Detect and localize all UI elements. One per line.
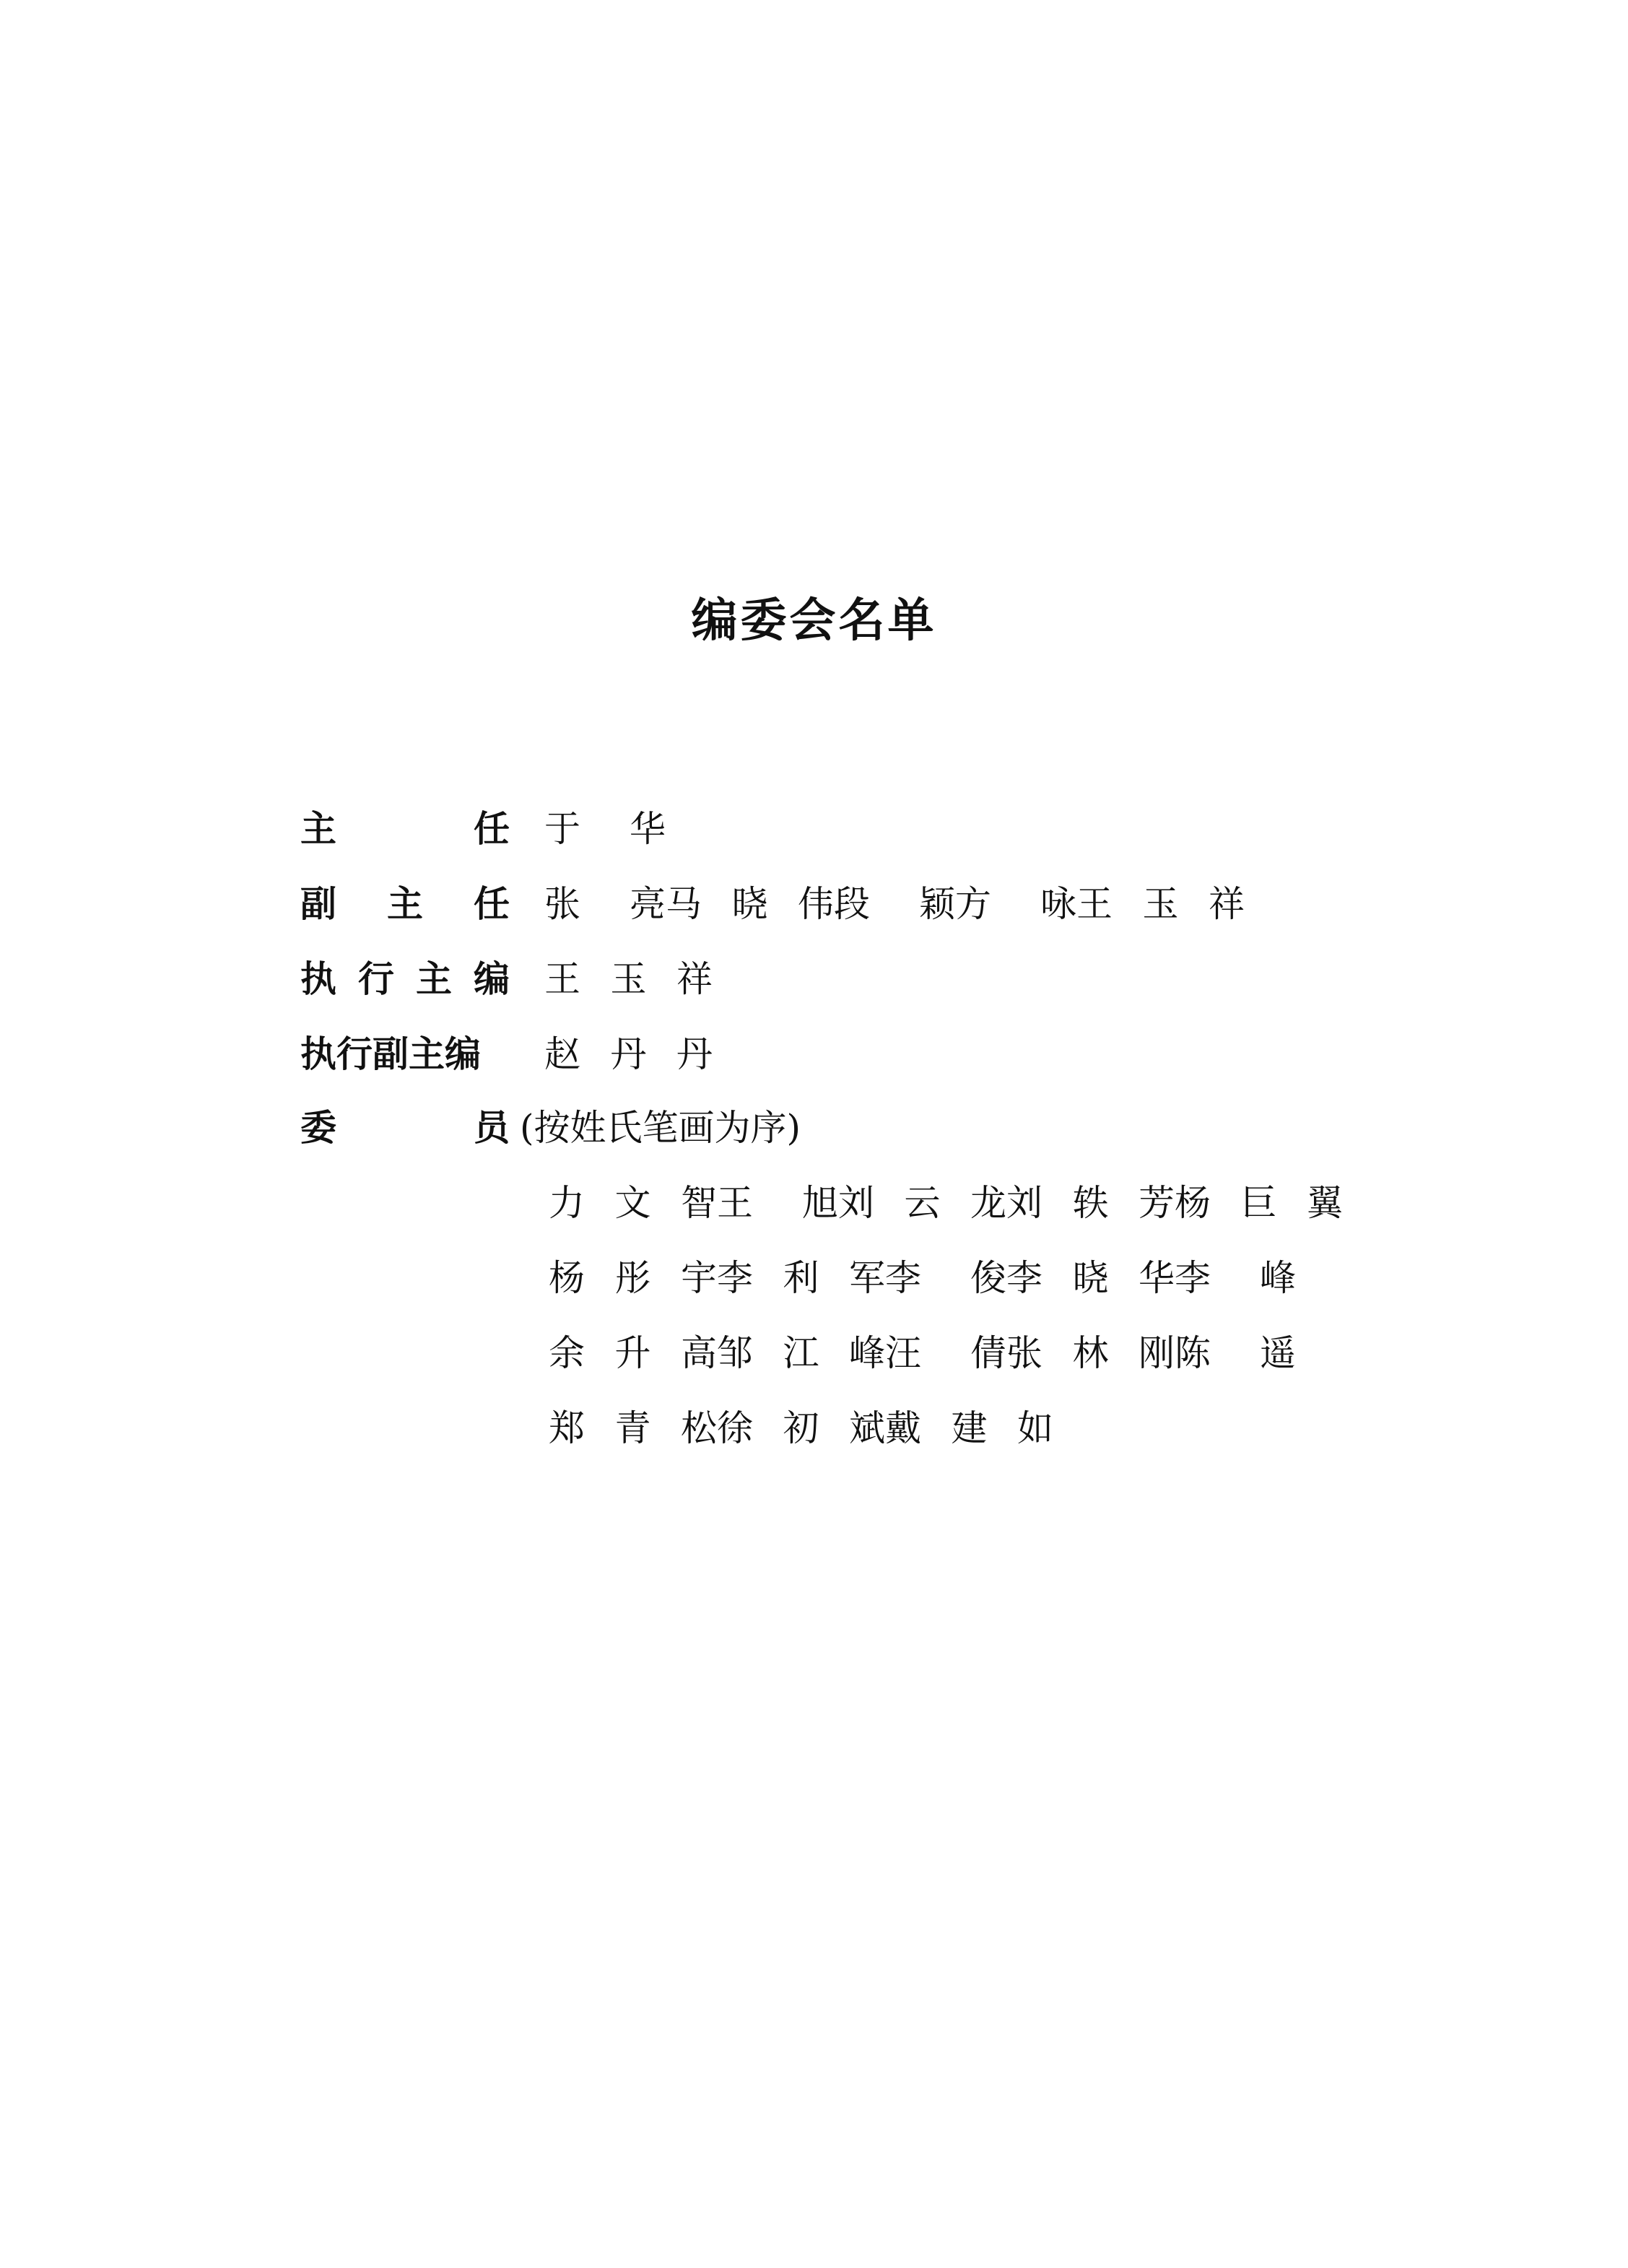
name-char: 翼 — [1307, 1182, 1343, 1224]
name-char: 张 — [544, 883, 580, 925]
name-char: 斌 — [849, 1407, 885, 1449]
name-char: 芳 — [1139, 1182, 1175, 1224]
member-name — [885, 1241, 1006, 1316]
member-row — [549, 1316, 1343, 1391]
name-char: 利 — [783, 1257, 819, 1299]
deputy-director-names — [544, 866, 1245, 942]
name-char: 晓 — [731, 883, 768, 925]
deputy-director-name — [1076, 866, 1245, 942]
label-char: 委 — [300, 1107, 336, 1149]
name-char: 峰 — [1260, 1257, 1296, 1299]
member-name — [1175, 1316, 1296, 1391]
executive-deputy-editor-label: 执行副主编 — [300, 1033, 481, 1075]
name-char: 建 — [951, 1407, 988, 1449]
label-char: 任 — [474, 808, 510, 850]
name-char: 徐 — [717, 1407, 753, 1449]
name-char: 刘 — [838, 1182, 874, 1224]
executive-deputy-editor-row — [300, 1017, 713, 1092]
name-char: 刘 — [1006, 1182, 1042, 1224]
member-name — [717, 1241, 885, 1316]
name-char: 杨 — [1175, 1182, 1211, 1224]
name-char: 赵 — [544, 1033, 580, 1075]
director-label — [300, 791, 510, 866]
name-char: 军 — [849, 1257, 885, 1299]
name-char: 于 — [544, 808, 580, 850]
deputy-director-row — [300, 866, 1245, 942]
deputy-director-label — [300, 866, 510, 942]
name-char: 杨 — [549, 1257, 585, 1299]
member-name — [549, 1165, 717, 1241]
name-char: 李 — [885, 1257, 921, 1299]
name-char: 邹 — [717, 1332, 753, 1374]
name-char: 马 — [666, 883, 702, 925]
name-char: 李 — [1006, 1257, 1042, 1299]
members-row — [300, 1090, 801, 1165]
name-char: 郑 — [549, 1407, 585, 1449]
member-row — [549, 1241, 1343, 1316]
member-name — [549, 1241, 717, 1316]
label-char: 编 — [474, 958, 510, 1000]
name-char: 林 — [1072, 1332, 1109, 1374]
name-char: 李 — [717, 1257, 753, 1299]
name-char: 陈 — [1175, 1332, 1211, 1374]
member-name — [1006, 1165, 1175, 1241]
member-name — [1175, 1165, 1343, 1241]
name-char: 华 — [630, 808, 666, 850]
name-char: 祥 — [1209, 883, 1245, 925]
label-char: 主 — [387, 883, 423, 925]
name-char: 升 — [614, 1332, 651, 1374]
page-title: 编委会名单 — [691, 594, 937, 648]
members-label — [300, 1090, 510, 1165]
name-char: 如 — [1017, 1407, 1053, 1449]
executive-editor-names — [544, 942, 713, 1017]
name-char: 王 — [544, 958, 580, 1000]
name-char: 高 — [681, 1332, 717, 1374]
director-names — [544, 791, 666, 866]
member-name — [838, 1165, 1006, 1241]
name-char: 祥 — [676, 958, 713, 1000]
name-char: 轶 — [1072, 1182, 1109, 1224]
name-char: 戴 — [885, 1407, 921, 1449]
name-char: 颖 — [919, 883, 955, 925]
name-char: 伟 — [798, 883, 834, 925]
name-char: 初 — [783, 1407, 819, 1449]
name-char: 余 — [549, 1332, 585, 1374]
name-char: 亮 — [630, 883, 666, 925]
name-char: 龙 — [970, 1182, 1006, 1224]
member-name — [885, 1316, 1006, 1391]
name-char: 力 — [549, 1182, 585, 1224]
executive-editor-row — [300, 942, 713, 1017]
label-char: 副 — [300, 883, 336, 925]
deputy-director-name — [955, 866, 1076, 942]
name-char: 王 — [717, 1182, 753, 1224]
name-char: 华 — [1139, 1257, 1175, 1299]
members-order-note: (按姓氏笔画为序) — [520, 1107, 801, 1149]
name-char: 丹 — [610, 1033, 647, 1075]
name-char: 青 — [614, 1407, 651, 1449]
name-char: 王 — [1076, 883, 1113, 925]
name-char: 倩 — [970, 1332, 1006, 1374]
name-char: 李 — [1175, 1257, 1211, 1299]
member-name — [717, 1316, 885, 1391]
name-char: 俊 — [970, 1257, 1006, 1299]
name-char: 江 — [783, 1332, 819, 1374]
name-char: 巨 — [1240, 1182, 1277, 1224]
members-list — [549, 1165, 1343, 1466]
name-char: 遥 — [1260, 1332, 1296, 1374]
member-row — [549, 1165, 1343, 1241]
executive-deputy-editor-names — [544, 1017, 713, 1092]
member-name — [549, 1391, 717, 1466]
name-char: 丹 — [676, 1033, 713, 1075]
name-char: 云 — [904, 1182, 941, 1224]
name-char: 旭 — [802, 1182, 838, 1224]
member-name — [1006, 1316, 1175, 1391]
name-char: 汪 — [885, 1332, 921, 1374]
director-row — [300, 791, 666, 866]
member-name — [549, 1316, 717, 1391]
name-char: 刚 — [1139, 1332, 1175, 1374]
name-char: 峰 — [849, 1332, 885, 1374]
deputy-director-name — [666, 866, 834, 942]
name-char: 咏 — [1040, 883, 1076, 925]
executive-editor-label — [300, 942, 510, 1017]
member-name — [1175, 1241, 1296, 1316]
name-char: 晓 — [1072, 1257, 1109, 1299]
label-char: 执 — [300, 958, 336, 1000]
name-char: 玉 — [610, 958, 647, 1000]
name-char: 玉 — [1142, 883, 1179, 925]
name-char: 方 — [955, 883, 991, 925]
name-char: 智 — [681, 1182, 717, 1224]
label-char: 任 — [474, 883, 510, 925]
deputy-director-name — [834, 866, 955, 942]
member-name — [717, 1165, 838, 1241]
deputy-director-name — [544, 866, 666, 942]
name-char: 张 — [1006, 1332, 1042, 1374]
name-char: 彤 — [614, 1257, 651, 1299]
name-char: 宇 — [681, 1257, 717, 1299]
label-char: 主 — [300, 808, 336, 850]
name-char: 文 — [614, 1182, 651, 1224]
executive-deputy-editor-name — [544, 1017, 713, 1092]
director-name — [544, 791, 666, 866]
label-char: 主 — [416, 958, 452, 1000]
member-name — [1006, 1241, 1175, 1316]
member-name — [717, 1391, 885, 1466]
label-char: 行 — [358, 958, 394, 1000]
member-name — [885, 1391, 1053, 1466]
executive-editor-name — [544, 942, 713, 1017]
name-char: 段 — [834, 883, 870, 925]
name-char: 松 — [681, 1407, 717, 1449]
label-char: 员 — [474, 1107, 510, 1149]
member-row — [549, 1391, 1343, 1466]
